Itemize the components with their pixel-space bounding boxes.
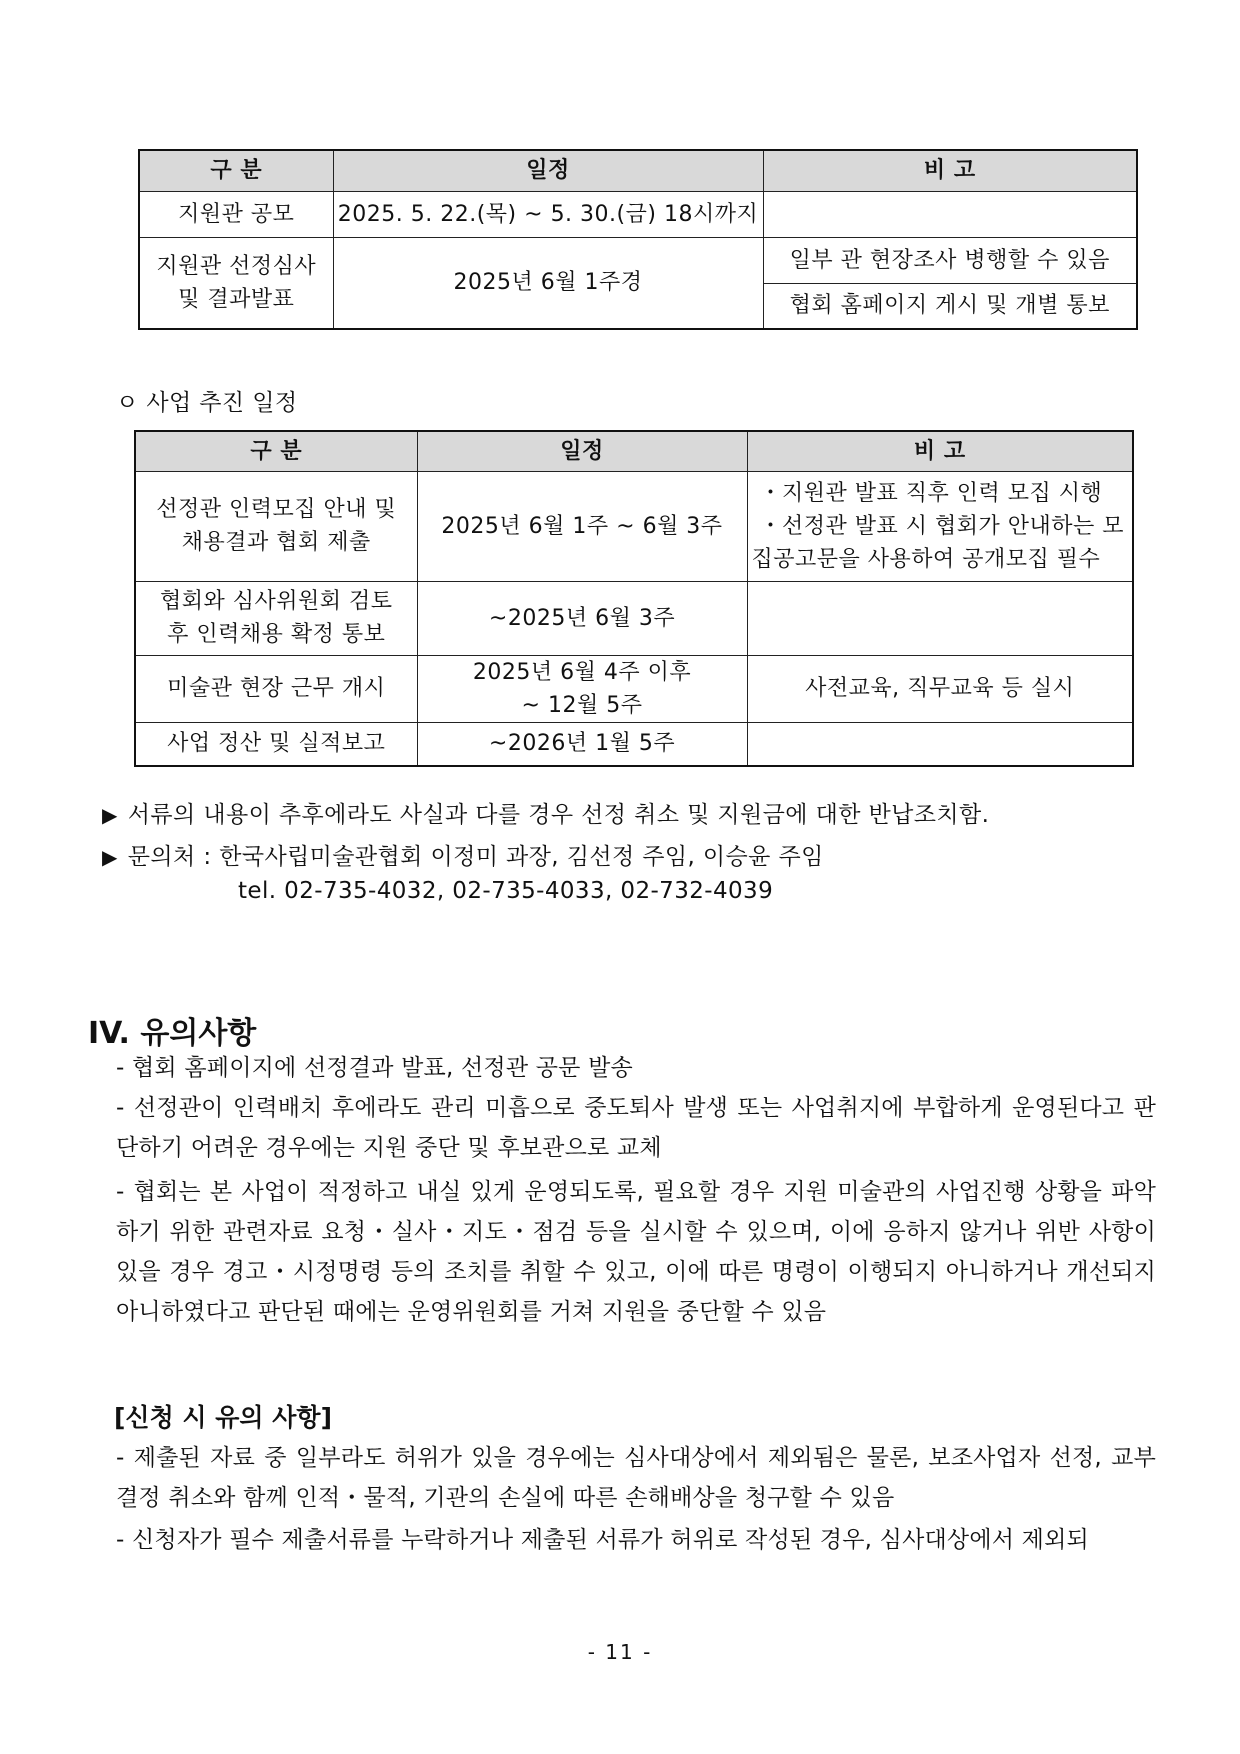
notice-refund — [102, 796, 989, 829]
notice-refund-text: 서류의 내용이 추후에라도 사실과 다를 경우 선정 취소 및 지원금에 대한 반납조치함. — [127, 802, 990, 828]
cell-line: 미술관 현장 근무 개시 — [167, 676, 386, 701]
section4-item: - 협회 홈페이지에 선정결과 발표, 선정관 공문 발송 — [116, 1055, 633, 1081]
notice-contact — [102, 838, 824, 871]
table-row — [135, 581, 1133, 655]
table2-cell — [747, 722, 1133, 766]
section4-title: IV. 유의사항 — [88, 1016, 257, 1051]
cell-line: 협회와 심사위원회 검토 — [159, 589, 393, 614]
cell-line: 및 결과발표 — [178, 286, 295, 312]
cell-line: ・지원관 발표 직후 인력 모집 시행 — [759, 480, 1103, 506]
cell-line: 집공고문을 사용하여 공개모집 필수 — [751, 546, 1101, 572]
table2-cell — [135, 722, 417, 766]
cell-line: ~2026년 1월 5주 — [488, 731, 676, 757]
cell-line: 후 인력채용 확정 통보 — [167, 622, 386, 647]
table2-cell — [135, 655, 417, 722]
table2-cell — [135, 581, 417, 655]
cell-line: 지원관 선정심사 — [156, 253, 317, 279]
cell-line: 사전교육, 직무교육 등 실시 — [805, 676, 1075, 701]
table2-header-category: 구 분 — [135, 431, 417, 471]
table-row — [135, 655, 1133, 722]
table1-header-category: 구 분 — [139, 150, 333, 191]
table1-cell: 지원관 공모 — [139, 191, 333, 237]
table2-cell — [747, 471, 1133, 581]
cell-line: 2025년 6월 4주 이후 — [472, 659, 692, 685]
table2-cell — [747, 581, 1133, 655]
table1-cell — [139, 237, 333, 329]
table-row — [135, 471, 1133, 581]
table1-cell: 2025년 6월 1주경 — [333, 237, 763, 329]
table2-header-schedule: 일정 — [417, 431, 747, 471]
cell-line: ~2025년 6월 3주 — [488, 605, 676, 631]
table1-cell — [763, 191, 1137, 237]
table2-cell — [417, 471, 747, 581]
cell-line: 채용결과 협회 제출 — [181, 530, 371, 555]
section4-item: - 선정관이 인력배치 후에라도 관리 미흡으로 중도퇴사 발생 또는 사업취지에 부합하게 운영된다고 판단하기 어려운 경우에는 지원 중단 및 후보관으로 교체 — [116, 1095, 1156, 1161]
table1-cell: 협회 홈페이지 게시 및 개별 통보 — [763, 283, 1137, 329]
section4-item: - 협회는 본 사업이 적정하고 내실 있게 운영되도록, 필요할 경우 지원 미술관의 사업진행 상황을 파악하기 위한 관련자료 요청・실사・지도・점검 등을 실시할 수 있으며, 이에 응하지 않거나 위반 사항이 있을 경우 경고・시정명령 등의 조치를 취할 수 있고, 이에 따른 명령이 이행되지 아니하거나 개선되지 아니하였다고 판단된 때에는 운영위원회를 거쳐 지원을 중단할 수 있음 — [116, 1179, 1156, 1325]
table2-cell — [747, 655, 1133, 722]
cell-line: ・선정관 발표 시 협회가 안내하는 모 — [759, 513, 1124, 539]
table2-cell — [135, 471, 417, 581]
schedule-table-1 — [138, 149, 1138, 330]
cell-line: 2025년 6월 1주 ~ 6월 3주 — [441, 513, 723, 539]
table1-cell: 2025. 5. 22.(목) ~ 5. 30.(금) 18시까지 — [333, 191, 763, 237]
table1-header-note: 비 고 — [763, 150, 1137, 191]
table-row — [135, 722, 1133, 766]
bullet-triangle-icon: ▶ — [102, 845, 118, 869]
table1-header-schedule: 일정 — [333, 150, 763, 191]
section-business-schedule: ㅇ 사업 추진 일정 — [116, 390, 298, 416]
cell-line: 사업 정산 및 실적보고 — [167, 731, 386, 757]
page-number: - 11 - — [587, 1640, 653, 1664]
table2-cell — [417, 722, 747, 766]
table2-header-note: 비 고 — [747, 431, 1133, 471]
table-row — [139, 191, 1137, 237]
notice-tel: tel. 02-735-4032, 02-735-4033, 02-732-4039 — [238, 878, 774, 904]
table2-cell — [417, 655, 747, 722]
application-note-item: - 신청자가 필수 제출서류를 누락하거나 제출된 서류가 허위로 작성된 경우, 심사대상에서 제외되 — [116, 1527, 1089, 1553]
application-note-item: - 제출된 자료 중 일부라도 허위가 있을 경우에는 심사대상에서 제외됨은 물론, 보조사업자 선정, 교부 결정 취소와 함께 인적・물적, 기관의 손실에 따른 손해배상을 청구할 수 있음 — [116, 1445, 1156, 1511]
table-row — [139, 237, 1137, 283]
schedule-table-2 — [134, 430, 1134, 767]
cell-line: ~ 12월 5주 — [521, 692, 643, 718]
table2-cell — [417, 581, 747, 655]
bullet-triangle-icon: ▶ — [102, 803, 118, 827]
notice-contact-text: 문의처 : 한국사립미술관협회 이정미 과장, 김선정 주임, 이승윤 주임 — [127, 844, 824, 870]
cell-line: 선정관 인력모집 안내 및 — [156, 497, 397, 522]
table1-cell: 일부 관 현장조사 병행할 수 있음 — [763, 237, 1137, 283]
application-notes-title: [신청 시 유의 사항] — [114, 1403, 333, 1432]
